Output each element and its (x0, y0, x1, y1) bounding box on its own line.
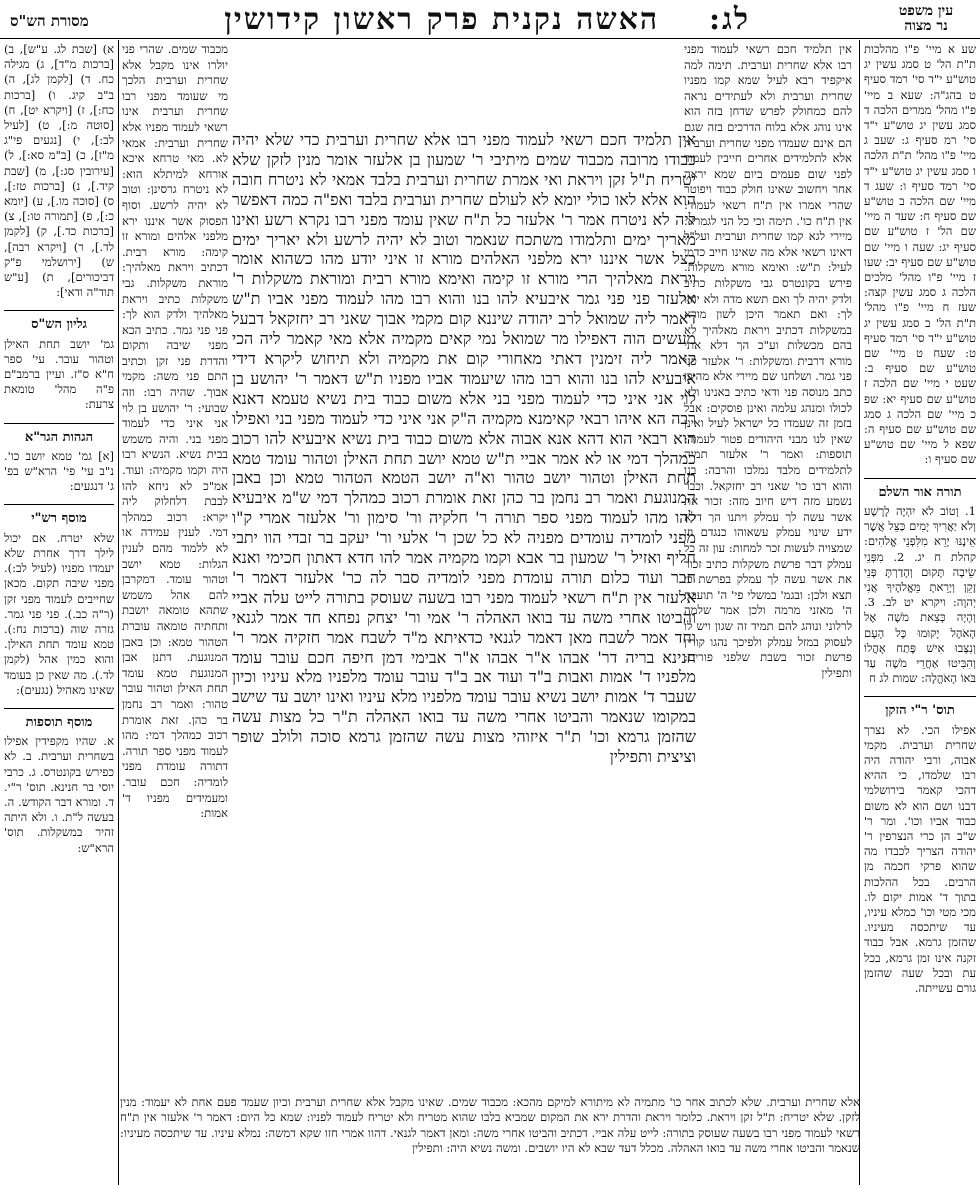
left-margin-column (4, 42, 114, 1182)
chapter-title: האשה נקנית פרק ראשון קידושין (224, 2, 660, 37)
gilyon-heading: גליון הש"ס (4, 310, 114, 332)
gra-text: [א] גמ' טמא יושב כו'. נ"ב עי' פי' הרא"ש בפ' ג' דנגעים: (4, 448, 114, 494)
gilyon-text: גמ' יושב תחת האילן וטהור עובר. עי' ספר ח"א ס"ז. ועיין ברמב"ם פ"ה מהל' טומאת צרעת: (4, 336, 114, 412)
masoret-header: מסורת הש"ס (10, 12, 89, 30)
torah-or-text: 1. וְטוֹב לֹא יִהְיֶה לָרָשָׁע וְלֹא יַאֲרִיךְ יָמִים כַּצֵּל אֲשֶׁר אֵינֶנּוּ יָרֵא מִלִּפְנֵי אֱלֹהִים: קהלת ח יג. 2. מִפְּנֵי שֵׂיבָה תָּקוּם וְהָדַרְתָּ פְּנֵי זָקֵן וְיָרֵאתָ מֵּאֱלֹהֶיךָ אֲנִי יְהוָה: ויקרא יט לב. 3. וְהָיָה כְּצֵאת מֹשֶׁה אֶל הָאֹהֶל יָקוּמוּ כָּל הָעָם וְנִצְּבוּ אִישׁ פֶּתַח אָהֳלוֹ וְהִבִּיטוּ אַחֲרֵי מֹשֶׁה עַד בֹּאוֹ הָאֹהֱלָה: שמות לג ח (864, 503, 976, 686)
page-title (224, 2, 750, 37)
musaf-tosafot-heading: מוסף תוספות (4, 708, 114, 730)
gra-heading: הגהות הגר"א (4, 423, 114, 445)
rashi-column (122, 42, 228, 1077)
right-margin-column (864, 42, 976, 1182)
ner-mitzva-label: נר מצוה (904, 18, 948, 34)
torah-or-heading: תורה אור השלם (864, 478, 976, 500)
bottom-commentary (120, 1083, 860, 1169)
masoret-text: א) [שבת לג. ע"ש], ב) [ברכות מ"ד], ג) מגילה כח. ד) [לקמן לג], ה) ב"ב קיג. ו) [ברכות כח:], ז) [ויקרא יט], ח) [סוטה מ:], ט) [לעיל לב:], י) [נגעים פי"ג מ"ז], כ) [ב"מ סא:], ל) [עירובין סג:], מ) [שבת קיד.], נ) [ברכות טז:], ס) [סוכה מו.], ע) [יומא כ:], פ) [תמורה טו:], צ) [ברכות כד.], ק) [לקמן לד.], ר) [ויקרא רבה], ש) [ירושלמי פ"ק דביכורים], ת) [ע"ש תוד"ה ודאי]: (4, 42, 114, 300)
ein-mishpat-label: עין משפט (898, 3, 954, 19)
rashi-text: מכבוד שמים. שהרי פני יולרו אינו מקבל אלא שחרית וערבית הלכך מי שעומד מפני רבו שחרית וערבית אינו רשאי לעמוד מפניו אלא שחרית וערבית: אמאי לא. מאי טרחא איכא אורחא למיתלא הוא: לא ניטרח גרסינן: וטוב לא יהיה לרשע. וסוף הפסוק אשר איננו ירא מלפני אלהים ומורא זו קימה: מורא רבית. דכתיב ויראת מאלהיך: מוראת משקלות. גבי משקלות כתיב ויראת מאלהיך ולדק הוא לך: פני פני גמר. כתיב הכא מפני שיבה ותקום והדרת פני זקן וכתיב התם פני משה: מקמי אבוך. שהיה רבו: וזה שבועי: ר' יהושע בן לוי אני איני כדי לעמוד מפני בני. והיה משמש בבית נשיא. הנשיא רבו היה וקמו מקמיה: ועוד. אמ"כ לא ניחא להו לבבת דלחלוק ליה יקרא: רכוב כמהלך דמי. לענין עמידה או לא ללמוד מהם לענין הגלות: טמא יושב וטהור עומד. דמקרבן להם אהל משמש שתהא טומאה יושבת ותחתיה טומאה עוברת הטהור טמא: וכן באבן המנוגעת. דתנן אבן המנוגעת טמא עומד תחת האילן וטהור עובר טהור: ואמר רב נחמן בר כהן. זאת אומרת רכוב כמהלך דמי: מהו לעמוד מפני ספר תורה. דתורה עומדת מפני לומדיה: חכם עובר. ומעמידים מפניו ד' אמות: (122, 42, 228, 821)
right-column-divider (859, 40, 860, 1185)
bottom-commentary-text: אלא שחרית וערבית. שלא לכתוב אחר כו' מתמיה לא מיתורא למיקם מהכא: מכבוד שמים. שאינו מקבל אלא שחרית וערבית וכיון שעמד פעם אחת לא יעמוד: מנין לזקן. שלא יטריח: ת"ל זקן ויראת. כלומר ויראת והדרת ירא את המקום שמביא בלבו שהוא מטריח ולא יטריח לעמוד לפניו: שמא כל היום: דאמר ר' אלעזר אין ת"ח רשאי לעמוד מפני רבו בשעה שעוסק בתורה: לייט עלה אביי. דכתיב והביטו אחרי משה: ומאן דאמר לגנאי. דהוו אמרי חזו שקא דמשה: נמלא עיניו. עד שיתכסה מעיניו: שנאמר והביטו אחרי משה עד בואו האהלה. מכלל דעד שבא לא היו יושבים. ומשה נשיא היה: ותפילין (120, 1094, 860, 1156)
tosafot-rid-heading: תוס' ר"י הזקן (864, 696, 976, 718)
musaf-rashi-text: שלא יטרח. אם יכול לילך דרך אחרת שלא יעמדו מפניו (לעיל לב:). מפני שיבה תקום. מכאן שחייבים לעמוד מפני זקן (ר"ה כב.). פני פני גמר. גזרה שוה (ברכות נח:). טמא עומד תחת האילן. והוא כמין אהל (לקמן לד.). מה שאין כן בעומד שאינו מאהיל (נגעים): (4, 530, 114, 697)
tosafot-text: אין תלמיד חכם רשאי לעמוד מפני רבו אלא שחרית וערבית. תימה למה איקפיד רבא לעיל שמא קמו מפניו שחרית וערבית ולא לעתידים נראה להם כמחולק לפרש שדחן בזה הוא אינו נוהג אלא בלוח הדרכים בזה שגם הם אינם שעמדו מפני שחרית וערבית אלא לתלמידים אחרים חייבין לעמוד לפני שום פעמים ביום שמא יראה אחר ויחשוב שאינו חולק כבוד ויפוטר שהרי אמרו אין ת"ח רשאי לעמוד: אין ת"ח כו'. תימה וכי כל הני לגמרא. מיירי לגא קמו שחרית וערבית ועל"ל דאינו רשאי אלא מה שאינו חייב כדמי לעיל: ת"ש: ואימא מורא משקלות. פירש בקונטרס גבי משקלות כתיב ולדק יהיה לך ואם תשא מדה ולא יהיו לך: ואם תאמר היכן לשון מורא במשקלות דכתיב ויראת מאלהיך לא בהם מכשלות וע"כ הך דלא אתי מורא דרבית ומשקלות: ר' אלעזר פני פני גמר. ושלחנו שם מיירי אלא מהיכן כתב מנוסה פני ודאי כתיב באנינו ולא לכולו ומנהג עלמה ואינן פוסקים: אבל בזמן זה שעמדו כל ישראל לעיל ואינן שאין לנו מבני היהודים פטור לעמוד: תוספות: ואמר ר' אלעזר תמיה לתלמידים מלבד נמלכו והרבה: בנו והוא רבו כו' שאני רב יחזקאל. וכבר נשמע מזה דיש חיוב מזה: זכור את אשר עשה לך עמלק ויתנו הך דלא ידע שינוי עמלק עשאוהו כנגדם וזו שמצויה לעשות זכר למחות: עון זה כל עמלק דבר פרשת משקלות כתיב זכור את אשר עשה לך עמלק בפרשת כי תצא ולכן: ובגמ' במשלי פי' ה' תועבת ה' מאזני מרמה ולכן אמר שלמה לרלוני ונוהג להם תמיד זה שגון ויש לו לעסוק במזל עמלק ולפיכך נהגו קורין פרשת זכור בשבת שלפני פורים: ותפילין (684, 42, 852, 680)
ein-mishpat-text: שע א מיי' פ"ו מהלכות ת"ת הל' ט סמג עשין יג טוש"ע י"ד סי' רמד סעיף ט בהג"ה: שעא ב מיי' פ"ו מהל' ממרים הלכה ד סמג עשין יג טוש"ע י"ד סי' רמ סעיף ג: שעב ג מיי' פ"ו מהל' ת"ת הלכה ו סמג עשין יג טוש"ע י"ד סי' רמד סעיף ו: שעג ד מיי' שם הלכה ב טוש"ע שם סעיף ח: שעד ה מיי' שם הל' ז טוש"ע שם סעיף יג: שעה ו מיי' שם טוש"ע שם סעיף יב: שעו ז מיי' פ"ו מהל' מלכים הלכה ג סמג עשין קצה: שעז ח מיי' פ"ו מהל' ת"ת הל' ב סמג עשין יג טוש"ע י"ד סי' רמד סעיף ט: שעח ט מיי' שם טוש"ע שם סעיף ב: שעט י מיי' שם הלכה ז טוש"ע שם סעיף יא: שפ כ מיי' שם הלכה ג סמג שם טוש"ע שם סעיף ה: שפא ל מיי' שם טוש"ע שם סעיף ו: (864, 42, 976, 467)
folio-number: לג: (708, 2, 750, 37)
tosafot-column (684, 42, 852, 1077)
page-header (0, 0, 980, 39)
gemara-text: אין תלמיד חכם רשאי לעמוד מפני רבו אלא שחרית וערבית כדי שלא יהיה כבודו מרובה מכבוד שמים מיתיבי ר' שמעון בן אלעזר אומר מנין לזקן שלא יטריח ת"ל זקן ויראת ואי אמרת שחרית וערבית בלבד אמאי לא ניטרח חובה הוא אלא לאו כולי יומא לא לעולם שחרית וערבית בלבד ואפ"ה כמה דאפשר ליה לא ניטרח אמר ר' אלעזר כל ת"ח שאין עומד מפני רבו נקרא רשע ואינו מאריך ימים ותלמודו משתכח שנאמר וטוב לא יהיה לרשע ולא יאריך ימים כצל אשר איננו ירא מלפני האלהים מורא זו איני יודע מהו כשהוא אומר ויראת מאלהיך הרי מורא זו קימה ואימא מורא רבית ומוראת משקלות ר' אלעזר פני פני גמר איבעיא להו בנו והוא רבו מהו לעמוד מפני אביו ת"ש דאמר ליה שמואל לרב יהודה שיננא קום מקמי אבוך שאני רב יחזקאל דבעל מעשים הוה דאפילו מר שמואל נמי קאים מקמיה אלא מאי קאמר ליה הכי קאמר ליה זימנין דאתי מאחורי קום את מקמיה ולא תיחוש ליקרא דידי איבעיא להו בנו והוא רבו מהו שיעמוד אביו מפניו ת"ש דאמר ר' יהושע בן לוי אני איני כדי לעמוד מפני בני אלא משום כבוד בית נשיא טעמא דאנא רבה הא איהו רבאי קאימנא מקמיה ה"ק אני איני כדי לעמוד מפני בני ואפילו הוא רבאי הוא דהא אנא אבוה אלא משום כבוד בית נשיא איבעיא להו רכוב כמהלך דמי או לא אמר אביי ת"ש טמא יושב תחת האילן וטהור עומד טמא תחת האילן וטהור יושב טהור וא"ה יושב הטמא הטהור טמא וכן באבן המנוגעת ואמר רב נחמן בר כהן זאת אומרת רכוב כמהלך דמי ש"מ איבעיא להו מהו לעמוד מפני ספר תורה ר' חלקיה ור' סימון ור' אלעזר אמרי ק"ו מפני לומדיה עומדים מפניה לא כל שכן ר' אלעי ור' יעקב בר זבדי הוו יתבי חליף ואזיל ר' שמעון בר אבא וקמו מקמיה אמר להו חדא דאתון חכימי ואנא חבר ועוד כלום תורה עומדת מפני לומדיה סבר לה כר' אלעזר דאמר ר' אלעזר אין ת"ח רשאי לעמוד מפני רבו בשעה שעוסק בתורה לייט עלה אביי והביטו אחרי משה עד בואו האהלה ר' אמי ור' יצחק נפחא חד אמר לגנאי וחד אמר לשבח מאן דאמר לגנאי כדאיתא מ"ד לשבח אמר חזקיה אמר ר' חנינא בריה דר' אבהו א"ר אבהו א"ר אבימי דמן חיפה חכם עובר עומד מלפניו ד' אמות ואבות ב"ד ועוד אב ב"ד עובר עומד מלפניו מלא עיניו וכיון שעבר ד' אמות יושב נשיא עובר עומד מלפניו מלא עיניו ואינו יושב עד שישב במקומו שנאמר והביטו אחרי משה עד בואו האהלה ת"ר כל מצות עשה שהזמן גרמא וכו' ת"ר איזוהי מצות עשה שהזמן גרמא סוכה ולולב שופר וציצית ותפילין (232, 130, 697, 767)
gemara-text-block (232, 130, 696, 767)
musaf-rashi-heading: מוסף רש"י (4, 504, 114, 526)
ein-mishpat-header (878, 4, 974, 34)
musaf-tosafot-text: א. שהיו מקפידין אפילו בשחרית וערבית. ב. לא כפירש בקונטרס. ג. כרבי יוסי בר חנינא. תוס' ר"י. ד. ומורא דבר הקודש. ה. בעשה ל"ת. ו. ולא היתה זהיר במשקלות. תוס' הרא"ש: (4, 734, 114, 855)
left-column-divider (118, 40, 119, 1185)
tosafot-rid-text: אפילו הכי. לא נצרך שחרית וערבית. מקמי אבוה, ורבי יהודה היה רבו שלמדו, כי ההיא דהכי קאמר בירושלמי דבנו ושם הוא לא משום כבוד אביו וכו'. ומר ר' ש"ב הן כרי הנצרפין ר' יהודה הצריך לכבדו מה שהוא פרקי חכמה מן הרבים. בכל ההלכות בתוך ד' אמות יקום לו. מכי מטי וכו' כמלא עיניו, עד שיתכסה מעיניו. שהזמן גרמא. אבל כבוד זקנה אינו זמן גרמא, בכל עת ובכל שעה שהזמן גורם עשייתה. (864, 722, 976, 995)
